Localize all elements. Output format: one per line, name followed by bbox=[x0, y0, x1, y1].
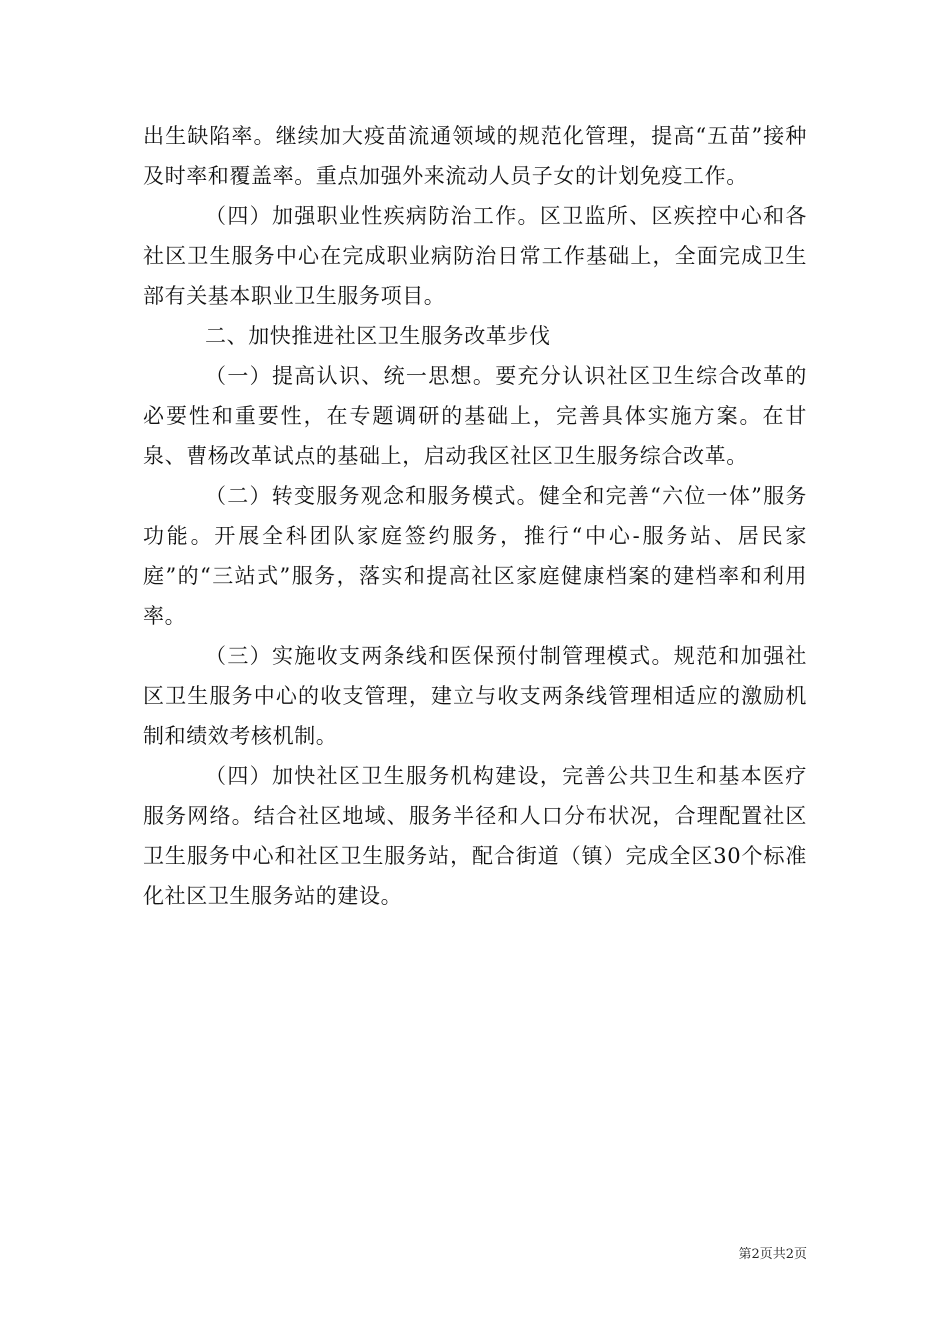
paragraph-service-model: （二）转变服务观念和服务模式。健全和完善“六位一体”服务功能。开展全科团队家庭签约服务，推行“中心-服务站、居民家庭”的“三站式”服务，落实和提高社区家庭健康档案的建档率和利用率。 bbox=[143, 484, 807, 628]
page-number-footer: 第2页共2页 bbox=[738, 1247, 807, 1262]
paragraph-occupational-disease: （四）加强职业性疾病防治工作。区卫监所、区疾控中心和各社区卫生服务中心在完成职业病防治日常工作基础上，全面完成卫生部有关基本职业卫生服务项目。 bbox=[143, 204, 807, 308]
paragraph-institution-building: （四）加快社区卫生服务机构建设，完善公共卫生和基本医疗服务网络。结合社区地域、服务半径和人口分布状况，合理配置社区卫生服务中心和社区卫生服务站，配合街道（镇）完成全区30个标准化社区卫生服务站的建设。 bbox=[143, 764, 807, 908]
paragraph-continuation: 出生缺陷率。继续加大疫苗流通领域的规范化管理，提高“五苗”接种及时率和覆盖率。重点加强外来流动人员子女的计划免疫工作。 bbox=[143, 124, 807, 188]
section-heading: 二、加快推进社区卫生服务改革步伐 bbox=[205, 324, 551, 348]
document-body bbox=[143, 116, 807, 916]
paragraph-raise-awareness: （一）提高认识、统一思想。要充分认识社区卫生综合改革的必要性和重要性，在专题调研的基础上，完善具体实施方案。在甘泉、曹杨改革试点的基础上，启动我区社区卫生服务综合改革。 bbox=[143, 364, 807, 468]
paragraph-budget-management: （三）实施收支两条线和医保预付制管理模式。规范和加强社区卫生服务中心的收支管理，建立与收支两条线管理相适应的激励机制和绩效考核机制。 bbox=[143, 644, 807, 748]
